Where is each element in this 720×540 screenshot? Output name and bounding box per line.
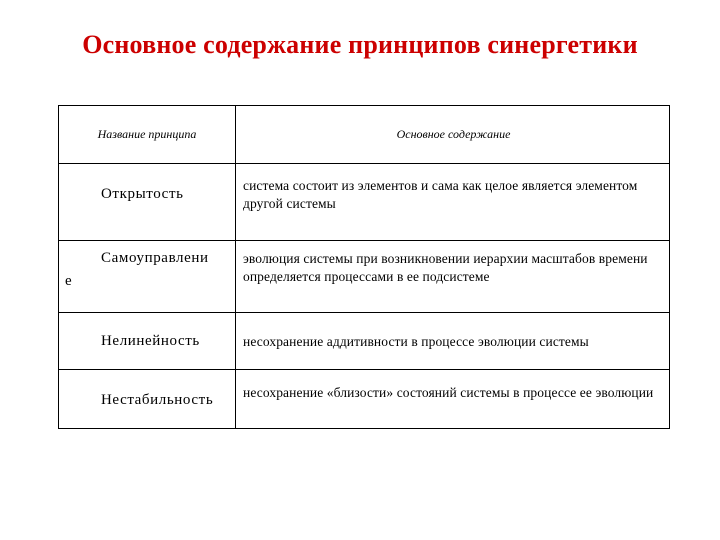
table-divider [59, 312, 669, 313]
principle-name: Открытость [101, 186, 184, 202]
principle-name: Самоуправлени [101, 250, 209, 266]
principle-name-overflow: е [65, 273, 73, 289]
principle-content: несохранение аддитивности в процессе эволюции системы [243, 334, 589, 349]
page-title: Основное содержание принципов синергетики [82, 30, 638, 59]
table-divider [59, 369, 669, 370]
table-divider [59, 240, 669, 241]
column-divider [235, 106, 236, 428]
principle-name: Нелинейность [101, 333, 200, 349]
principles-table [58, 105, 670, 429]
principle-content: система состоит из элементов и сама как целое является элементом другой системы [243, 178, 638, 211]
header-main-content: Основное содержание [396, 127, 511, 141]
header-principle-name: Название принципа [97, 127, 197, 141]
table-divider [59, 163, 669, 164]
principle-content: эволюция системы при возникновении иерархии масштабов времени определяется процессами в ее подсистеме [243, 251, 648, 284]
principle-content: несохранение «близости» состояний системы в процессе ее эволюции [243, 385, 654, 400]
principle-name: Нестабильность [101, 392, 214, 408]
